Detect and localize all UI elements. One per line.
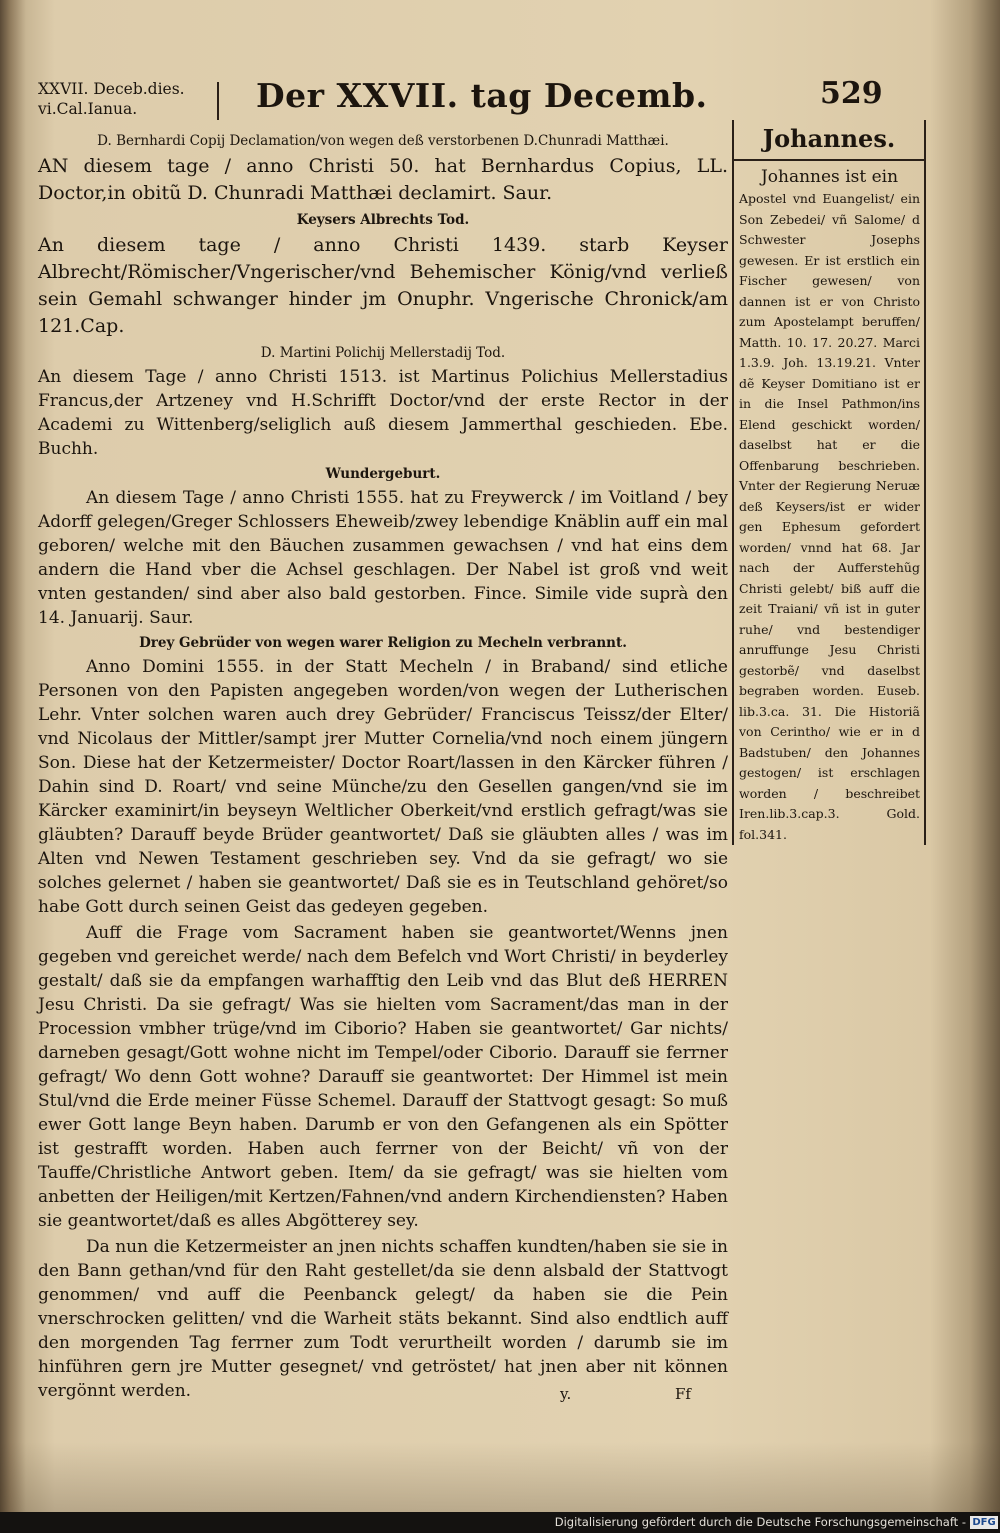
section-heading: D. Bernhardi Copij Declamation/von wegen deß verstorbenen D.Chunradi Matthæi. [97, 133, 669, 149]
marginal-column [732, 120, 926, 845]
section-text: AN diesem tage / anno Christi 50. hat Bernhardus Copius, LL. Doctor,in obitũ D. Chunradi Matthæi declamirt. Saur. [38, 155, 728, 204]
dfg-logo: DFG [970, 1516, 998, 1529]
marginal-title: Johannes. [734, 120, 924, 161]
page-number: 529 [820, 76, 883, 111]
page-footer [560, 1385, 691, 1403]
main-column [38, 128, 728, 1405]
body-paragraph: Auff die Frage vom Sacrament haben sie geantwortet/Wenns jnen gegeben vnd gereichet werde/ nach dem Befelch vnd Wort Christi/ in beyderley gestalt/ daß sie da empfangen warhafftig den Leib vnd das Blut deß HERREN Jesu Christi. Da sie gefragt/ Was sie hielten vom Sacrament/das man in der Procession vmbher trüge/vnd im Ciborio? Haben sie geantwortet/ Gar nichts/ darneben gesagt/Gott wohne nicht im Tempel/oder Ciborio. Darauff sie ferrner gefragt/ Wo denn Gott wohne? Darauff sie geantwortet: Der Himmel ist mein Stul/vnd die Erde meiner Füsse Schemel. Darauff der Stattvogt gesagt: So muß ewer Gott lange Beyn haben. Darumb er von den Gefangenen als ein Spötter ist gestrafft worden. Haben auch ferrner von der Beicht/ vñ von der Tauffe/Christliche Antwort geben. Item/ da sie gefragt/ was sie hielten vom anbetten der Heiligen/mit Kertzen/Fahnen/vnd andern Kirchendiensten? Haben sie geantwortet/daß es alles Abgötterey sey. [38, 923, 728, 1231]
body-paragraph: Da nun die Ketzermeister an jnen nichts schaffen kundten/haben sie sie in den Bann gethan/vnd für den Raht gestellet/da sie denn alsbald der Stattvogt genommen/ vnd auff die Peenbanck gelegt/ da haben sie die Pein vnerschrocken gelitten/ vnd die Warheit stäts bekannt. Sind also endtlich auff den morgenden Tag ferrner zum Todt verurtheilt worden / darumb sie im hinführen gern jre Mutter gesegnet/ vnd getröstet/ hat jnen aber nit können vergönnt werden. [38, 1237, 728, 1401]
page-title: Der XXVII. tag Decemb. [256, 76, 708, 115]
section-heading: Drey Gebrüder von wegen warer Religion zu Mecheln verbrannt. [139, 635, 627, 651]
section-text: An diesem Tage / anno Christi 1555. hat zu Freywerck / im Voitland / bey Adorff gelegen/Greger Schlossers Eheweib/zwey lebendige Knäblin auff ein mal geboren/ welche mit den Bäuchen zusammen gewachsen / vnd hat eins dem andern die Hand vber die Achsel geschlagen. Der Nabel ist groß vnd weit vnten gestanden/ sind aber also bald gestorben. Fince. Simile vide suprà den 14. Januarij. Saur. [38, 488, 728, 628]
marginal-text: Apostel vnd Euangelist/ ein Son Zebedei/ vñ Salome/ d Schwester Josephs gewesen. Er ist erstlich ein Fischer gewesen/ von dannen ist er von Christo zum Apostelampt beruffen/ Matth. 10. 17. 20.27. Marci 1.3.9. Joh. 13.19.21. Vnter dẽ Keyser Domitiano ist er in die Insel Pathmon/ins Elend geschickt worden/ daselbst hat er die Offenbarung beschrieben. Vnter der Regierung Neruæ deß Keysers/ist er wider gen Ephesum gefordert worden/ vnnd hat 68. Jar nach der Aufferstehũg Christi gelebt/ biß auff die zeit Traiani/ vñ ist in guter ruhe/ vnd bestendiger anruffunge Jesu Christi gestorbẽ/ vnd daselbst begraben worden. Euseb. lib.3.ca. 31. Die Historiã von Cerintho/ wie er in d Badstuben/ den Johannes gestogen/ ist erschlagen worden / beschreibet Iren.lib.3.cap.3. Gold. fol.341. [739, 191, 920, 842]
header-date-line2: vi.Cal.Ianua. [38, 100, 138, 118]
header-date-line1: XXVII. Deceb.dies. [38, 80, 185, 98]
header-date [38, 79, 185, 119]
section-text: An diesem tage / anno Christi 1439. starb Keyser Albrecht/Römischer/Vngerischer/vnd Behemischer König/vnd verließ sein Gemahl schwanger hinder jm Onuphr. Vngerische Chronick/am 121.Cap. [38, 234, 728, 337]
body-paragraph: Anno Domini 1555. in der Statt Mecheln / in Braband/ sind etliche Personen von den Papisten angegeben worden/von wegen der Lutherischen Lehr. Vnter solchen waren auch drey Gebrüder/ Franciscus Teissz/der Elter/ vnd Nicolaus der Mittler/sampt jrer Mutter Cornelia/vnd noch einem jüngern Son. Diese hat der Ketzermeister/ Doctor Roart/lassen in den Kärcker führen / Dahin sind D. Roart/ vnd seine Münche/zu den Gesellen gangen/vnd sie im Kärcker examinirt/in beyseyn Weltlicher Oberkeit/vnd erstlich gefragt/was sie gläubten? Darauff beyde Brüder geantwortet/ Daß sie gläubten alles / was im Alten vnd Newen Testament geschrieben sey. Vnd da sie gefragt/ wo sie solches gelernet / haben sie geantwortet/ Daß sie es in Teutschland gehöret/so habe Gott durch seinen Geist das gedeyen gegeben. [38, 657, 728, 917]
section-heading: Keysers Albrechts Tod. [296, 212, 470, 228]
section-heading: Wundergeburt. [325, 466, 441, 482]
header-divider [217, 82, 219, 120]
marginal-text-block [734, 161, 924, 845]
catchword: Ff [675, 1385, 691, 1403]
signature-mark: y. [560, 1385, 572, 1403]
section-heading: D. Martini Polichij Mellerstadij Tod. [260, 345, 506, 361]
funding-notice: Digitalisierung gefördert durch die Deutsche Forschungsgemeinschaft - [554, 1515, 966, 1529]
section-text: An diesem Tage / anno Christi 1513. ist Martinus Polichius Mellerstadius Francus,der Artzeney vnd H.Schrifft Doctor/vnd der erste Rector in der Academi zu Wittenberg/seliglich auß diesem Jammerthal geschieden. Ebe. Buchh. [38, 367, 728, 459]
digitization-bar [0, 1512, 1000, 1533]
marginal-lead: Johannes ist ein [760, 167, 899, 187]
